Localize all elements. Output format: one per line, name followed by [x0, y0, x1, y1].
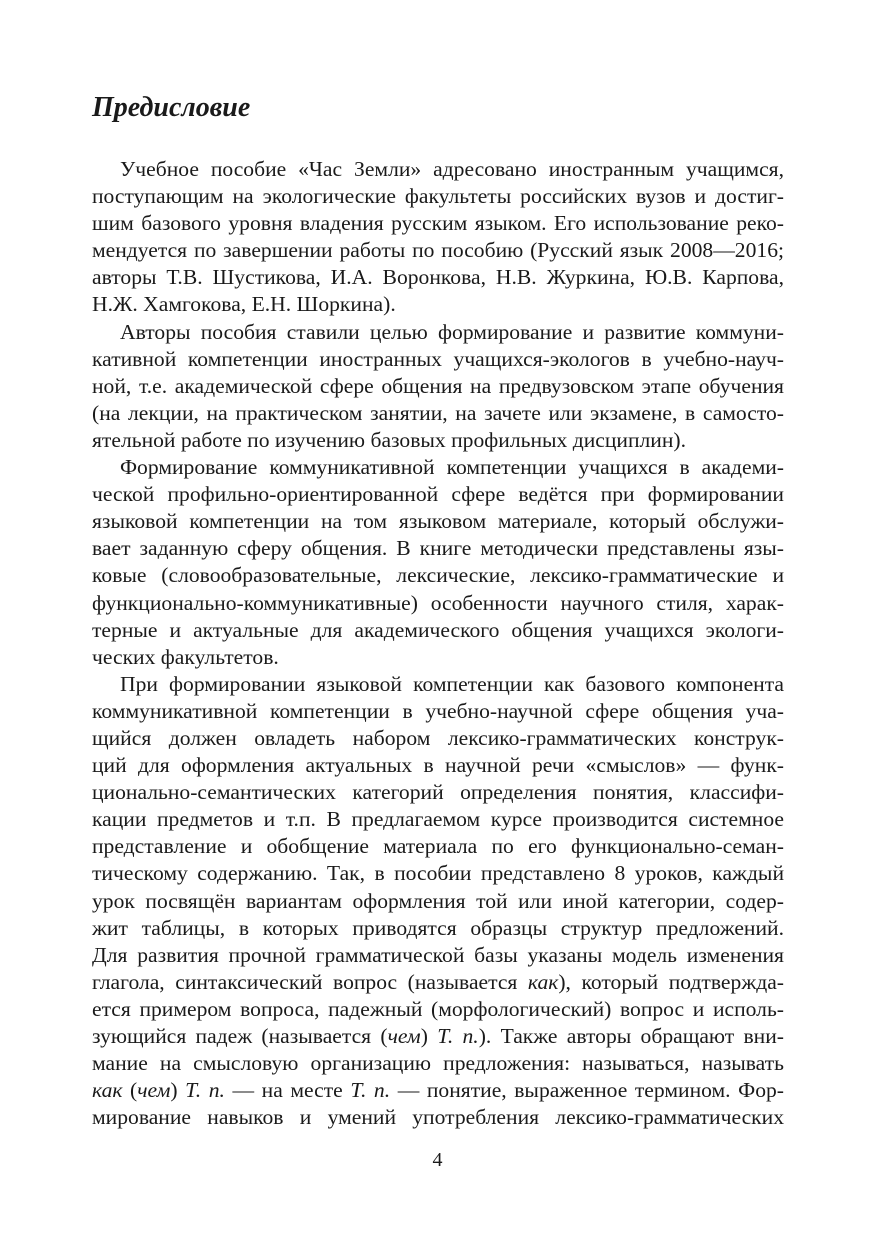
text-segment: коммуникативной компетенции в учебно-научной сфере общения уча-: [92, 698, 784, 723]
text-line: [92, 725, 784, 752]
text-segment: глагола, синтаксический вопрос (называется: [92, 969, 528, 994]
text-segment: ). Также авторы обращают вни-: [478, 1024, 784, 1048]
text-line: [92, 427, 784, 454]
text-line: [92, 535, 784, 562]
text-line: [92, 454, 784, 481]
text-segment: поступающим на экологические факультеты российских вузов и достиг-: [92, 184, 784, 209]
text-line: [92, 1104, 784, 1131]
text-segment: кации предметов и т.п. В предлагаемом курсе производится системное: [92, 807, 784, 832]
text-segment: — понятие, выраженное термином. Фор-: [390, 1078, 784, 1103]
text-line: [92, 481, 784, 508]
paragraph: [92, 319, 784, 454]
text-line: [92, 210, 784, 237]
text-line: [92, 752, 784, 779]
italic-term: Т. п.: [185, 1078, 225, 1103]
text-line: [92, 969, 784, 996]
text-segment: мирование навыков и умений употребления лексико-грамматических: [92, 1105, 784, 1130]
text-line: [92, 291, 784, 318]
text-segment: шим базового уровня владения русским языком. Его использование реко-: [92, 211, 784, 236]
text-line: [92, 1050, 784, 1077]
italic-term: Т. п.: [437, 1024, 479, 1048]
text-segment: ческой профильно-ориентированной сфере ведётся при формировании: [92, 482, 784, 507]
text-segment: ковые (словообразовательные, лексические, лексико-грамматические и: [92, 563, 784, 588]
text-line: [92, 264, 784, 291]
italic-term: Т. п.: [350, 1078, 391, 1103]
text-segment: жит таблицы, в которых приводятся образцы структур предложений.: [92, 915, 784, 940]
text-segment: Авторы пособия ставили целью формирование и развитие коммуни-: [120, 319, 784, 344]
text-segment: авторы Т.В. Шустикова, И.А. Воронкова, Н.В. Журкина, Ю.В. Карпова,: [92, 265, 784, 290]
text-segment: ): [420, 1024, 438, 1048]
text-segment: кативной компетенции иностранных учащихся-экологов в учебно-науч-: [92, 346, 784, 371]
text-segment: вает заданную сферу общения. В книге методически представлены язы-: [92, 536, 784, 561]
text-segment: тическому содержанию. Так, в пособии представлено 8 уроков, каждый: [92, 861, 784, 886]
text-segment: зующийся падеж (называется (: [92, 1024, 388, 1048]
text-line: [92, 346, 784, 373]
italic-term: чем: [387, 1024, 421, 1048]
page-title: Предисловие: [92, 92, 251, 123]
text-line: [92, 942, 784, 969]
text-segment: языковой компетенции на том языковом материале, который обслужи-: [92, 509, 784, 534]
text-segment: — на месте: [224, 1078, 351, 1103]
text-segment: щийся должен овладеть набором лексико-грамматических конструк-: [92, 725, 784, 750]
text-line: [92, 644, 784, 671]
text-segment: ятельной работе по изучению базовых профильных дисциплин).: [92, 427, 686, 452]
text-segment: Для развития прочной грамматической базы указаны модель изменения: [92, 942, 784, 967]
text-segment: ций для оформления актуальных в научной речи «смыслов» — функ-: [92, 753, 784, 778]
text-line: [92, 590, 784, 617]
text-line: [92, 671, 784, 698]
text-segment: ется примером вопроса, падежный (морфологический) вопрос и исполь-: [92, 996, 784, 1021]
paragraph: [92, 454, 784, 671]
text-segment: ): [170, 1078, 186, 1103]
italic-term: как: [527, 969, 559, 994]
paragraph: [92, 156, 784, 319]
text-segment: урок посвящён вариантам оформления той или иной категории, содер-: [92, 888, 784, 913]
text-line: [92, 508, 784, 535]
text-line: [92, 698, 784, 725]
text-segment: ной, т.е. академической сфере общения на предвузовском этапе обучения: [92, 373, 784, 398]
text-segment: функционально-коммуникативные) особенности научного стиля, харак-: [92, 590, 784, 615]
text-line: [92, 996, 784, 1023]
italic-term: как: [92, 1078, 123, 1103]
text-segment: Учебное пособие «Час Земли» адресовано иностранным учащимся,: [120, 157, 784, 181]
text-line: [92, 833, 784, 860]
text-segment: ческих факультетов.: [92, 644, 279, 669]
text-line: [92, 915, 784, 942]
text-segment: (на лекции, на практическом занятии, на зачете или экзамене, в самосто-: [92, 400, 784, 425]
text-line: [92, 400, 784, 427]
text-line: [92, 319, 784, 346]
text-line: [92, 1077, 784, 1104]
text-segment: ), который подтвержда-: [558, 969, 784, 994]
paragraph: [92, 671, 784, 1132]
text-line: [92, 779, 784, 806]
italic-term: чем: [137, 1078, 171, 1103]
text-segment: При формировании языковой компетенции как базового компонента: [120, 671, 784, 696]
text-segment: представление и обобщение материала по его функционально-семан-: [92, 834, 784, 859]
text-segment: мание на смысловую организацию предложения: называться, называть: [92, 1051, 784, 1076]
text-segment: Н.Ж. Хамгокова, Е.Н. Шоркина).: [92, 292, 396, 317]
text-segment: Формирование коммуникативной компетенции учащихся в академи-: [120, 455, 784, 480]
text-line: [92, 183, 784, 210]
text-line: [92, 806, 784, 833]
text-line: [92, 888, 784, 915]
text-line: [92, 562, 784, 589]
page-number: 4: [432, 1149, 443, 1171]
text-segment: (: [122, 1078, 138, 1103]
text-line: [92, 156, 784, 183]
text-line: [92, 373, 784, 400]
text-segment: ционально-семантических категорий определения понятия, классифи-: [92, 780, 784, 805]
text-segment: терные и актуальные для академического общения учащихся экологи-: [92, 617, 784, 642]
text-line: [92, 617, 784, 644]
body-text: [92, 156, 784, 1131]
text-line: [92, 237, 784, 264]
text-line: [92, 860, 784, 887]
text-segment: мендуется по завершении работы по пособию (Русский язык 2008—2016;: [92, 238, 784, 263]
text-line: [92, 1023, 784, 1050]
